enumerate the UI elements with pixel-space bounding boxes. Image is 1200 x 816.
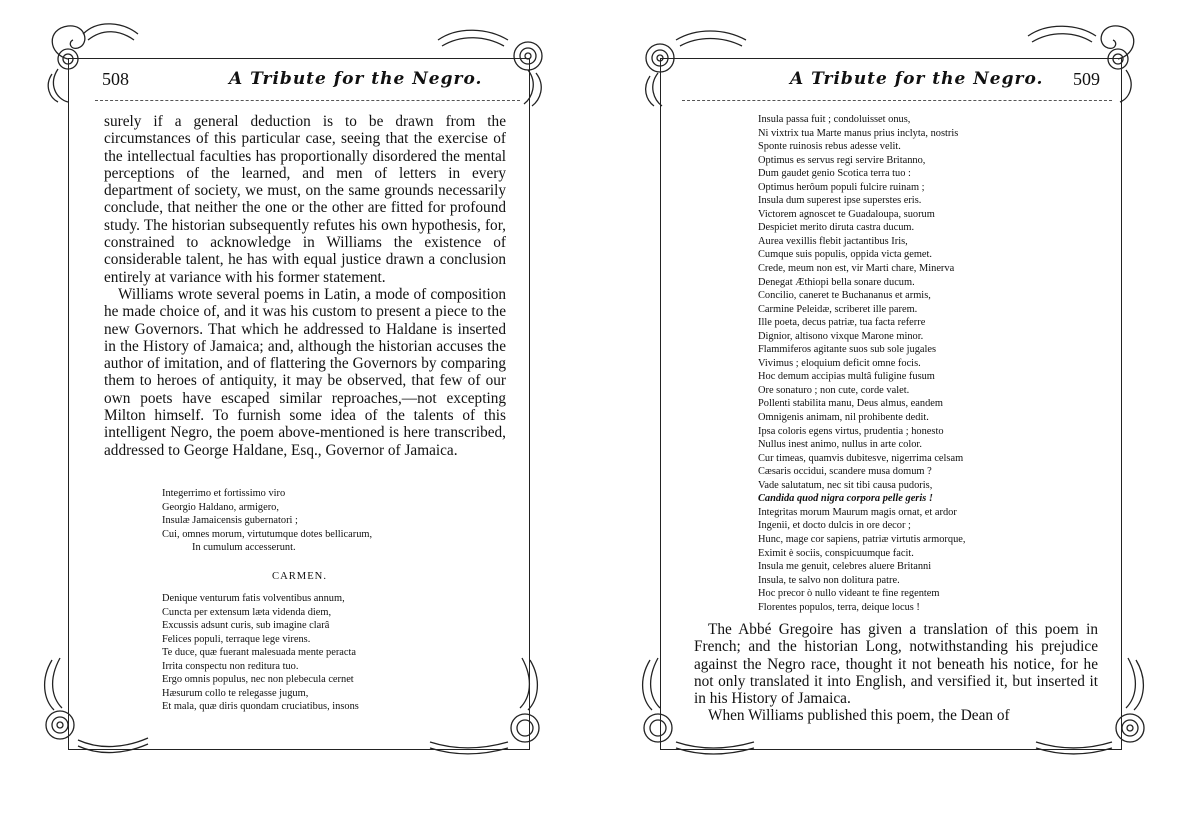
poem-line: Crede, meum non est, vir Marti chare, Minerva	[758, 263, 955, 275]
poem-line: Insula, te salvo non dolitura patre.	[758, 574, 900, 586]
poem-line: Irrita conspectu non reditura tuo.	[162, 660, 299, 672]
poem-line: Ni vixtrix tua Marte manus prius inclyta, nostris	[758, 127, 959, 139]
poem-line: Despiciet merito diruta castra ducum.	[758, 222, 915, 234]
corner-ornament-top-left	[636, 18, 756, 110]
poem-line: Integritas morum Maurum magis ornat, et ardor	[758, 506, 957, 518]
poem-line: Victorem agnoscet te Guadaloupa, suorum	[758, 208, 935, 220]
poem-line: Excussis adsunt curis, sub imagine clarâ	[162, 620, 330, 632]
paragraph: surely if a general deduction is to be drawn from the circumstances of this particular case, seeing that the exercise of the intellectual faculties has proportionally disordered the mental perceptions of the learned, and men of letters in every department of society, we must, on the same grounds necessarily conclude, that neither the one or the other are fitted for profound study. The historian subsequently refutes his own hypothesis, for, constrained to acknowledge in Williams the existence of considerable talent, he has with equal justice drawn a conclusion entirely at variance with his former statement.	[104, 113, 506, 286]
poem-line: Dum gaudet genio Scotica terra tuo :	[758, 168, 911, 180]
poem-line: Flammiferos agitante suos sub sole jugales	[758, 344, 937, 356]
poem-line: Aurea vexillis flebit jactantibus Iris,	[758, 235, 908, 247]
poem-line: Vivimus ; eloquium deficit omne focis.	[758, 357, 921, 369]
poem-line: Eximit è sociis, conspicuumque facit.	[758, 547, 914, 559]
poem-line: Nullus inest animo, nullus in arte color.	[758, 439, 922, 451]
poem-line: Ille poeta, decus patriæ, tua facta referre	[758, 317, 926, 329]
poem-line: Te duce, quæ fuerant malesuada mente peracta	[162, 647, 357, 659]
paragraph: Williams wrote several poems in Latin, a mode of composition he made choice of, and it was his custom to present a piece to the new Governors. That which he addressed to Haldane is inserted in the History of Jamaica; and, although the historian accuses the author of imitation, and of flattering the Governors by comparing them to heroes of antiquity, it may be observed, that few of our own poets have escaped similar reproaches,—not excepting Milton himself. To furnish some idea of the talents of this intelligent Negro, the poem above-mentioned is here transcribed, addressed to George Haldane, Esq., Governor of Jamaica.	[104, 285, 506, 459]
poem-line: Hoc demum accipias multâ fuligine fusum	[758, 371, 935, 383]
poem-line: Felices populi, terraque lege virens.	[162, 633, 311, 645]
dedication-line: Cui, omnes morum, virtutumque dotes bellicarum,	[162, 528, 373, 540]
poem-text	[758, 113, 965, 614]
header-rule	[682, 100, 1112, 101]
poem-line: Florentes populos, terra, deique locus !	[758, 601, 920, 613]
poem-line: Et mala, quæ diris quondam cruciatibus, insons	[162, 701, 359, 713]
poem-line: Ingenii, et docto dulcis in ore decor ;	[758, 520, 911, 532]
poem-line: Hoc precor ò nullo videant te fine regentem	[758, 588, 940, 600]
poem-line: Cæsaris occidui, scandere musa domum ?	[758, 466, 932, 478]
poem-line: Insula dum superest ipse superstes eris.	[758, 195, 922, 207]
poem-line: Carmine Peleidæ, scriberet ille parem.	[758, 303, 918, 315]
paragraph: When Williams published this poem, the Dean of	[708, 707, 1010, 725]
running-title: A Tribute for the Negro.	[229, 69, 483, 89]
poem-line: Candida quod nigra corpora pelle geris !	[758, 493, 933, 505]
poem-line: Optimus es servus regi servire Britanno,	[758, 154, 926, 166]
poem-line: Pollenti stabilita manu, Deus almus, eandem	[758, 398, 943, 410]
poem-line: Vade salutatum, nec sit tibi causa pudoris,	[758, 479, 933, 491]
poem-line: Insula me genuit, celebres aluere Britanni	[758, 561, 932, 573]
poem-line: Ore sonaturo ; non cute, corde valet.	[758, 384, 910, 396]
poem-line: Insula passa fuit ; condoluisset onus,	[758, 114, 911, 125]
dedication-line: Integerrimo et fortissimo viro	[162, 488, 286, 499]
page-number: 509	[1073, 68, 1100, 89]
poem-line: Cuncta per extensum læta videnda diem,	[162, 606, 332, 618]
page-number: 508	[102, 68, 129, 89]
poem-line: Cur timeas, quamvis dubitesve, nigerrima celsam	[758, 452, 964, 464]
body-text	[694, 621, 1098, 725]
poem-line: Ipsa coloris egens virtus, prudentia ; honesto	[758, 425, 944, 437]
dedication-line: In cumulum accesserunt.	[192, 542, 296, 554]
dedication-line: Georgio Haldano, armigero,	[162, 501, 279, 513]
poem-line: Denegat Æthiopi bella sonare ducum.	[758, 276, 915, 288]
poem-line: Sponte ruinosis rebus adesse velit.	[758, 141, 901, 153]
running-title: A Tribute for the Negro.	[790, 69, 1044, 89]
poem-line: Concilio, caneret te Buchananus et armis,	[758, 290, 931, 302]
paragraph: The Abbé Gregoire has given a translation of this poem in French; and the historian Long, notwithstanding his prejudice against the Negro race, thought it not beneath his notice, for he not only translated it into English, and versified it, but inserted it in his History of Jamaica.	[694, 621, 1098, 708]
dedication-line: Insulæ Jamaicensis gubernatori ;	[162, 515, 298, 527]
poem-line: Omnigenis animam, nil prohibente dedit.	[758, 412, 929, 424]
poem-line: Cumque suis populis, oppida victa gemet.	[758, 249, 933, 261]
poem-line: Hæsurum collo te relegasse jugum,	[162, 687, 309, 699]
poem-line: Denique venturum fatis volventibus annum,	[162, 593, 345, 604]
poem-line: Dignior, altisono vixque Marone minor.	[758, 330, 924, 342]
poem-line: Optimus herôum populi fulcire ruinam ;	[758, 181, 925, 193]
poem-title: CARMEN.	[272, 571, 327, 582]
running-head	[790, 64, 1100, 94]
poem-line: Hunc, mage cor sapiens, patriæ virtutis armorque,	[758, 533, 966, 545]
poem-line: Ergo omnis populus, nec non plebecula cernet	[162, 674, 354, 686]
